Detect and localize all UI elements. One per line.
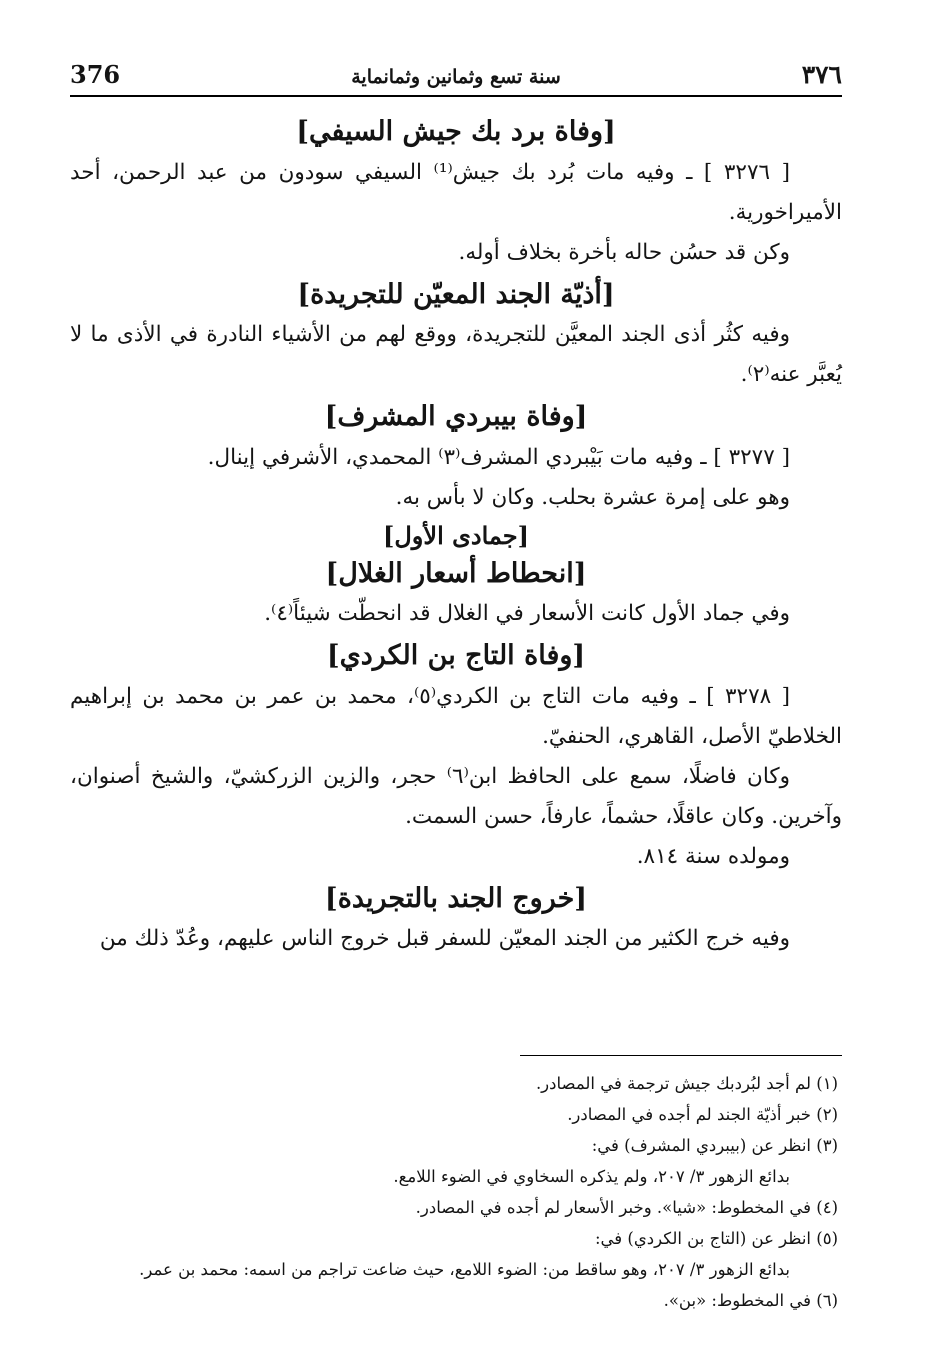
footnote: (٢) خبر أذيّة الجند لم أجده في المصادر. <box>567 1105 838 1124</box>
paragraph: وفي جماد الأول كانت الأسعار في الغلال قد انحطّت شيئاً⁽٤⁾. <box>264 601 790 626</box>
section-heading: [خروج الجند بالتجريدة] <box>324 882 588 914</box>
page-number-latin: 376 <box>70 60 121 89</box>
paragraph: وكن قد حسُن حاله بأخرة بخلاف أوله. <box>458 239 790 265</box>
footnote: (٥) انظر عن (التاج بن الكردي) في: <box>594 1229 838 1248</box>
header-divider <box>70 95 842 97</box>
page-number-arabic: ٣٧٦ <box>801 60 842 89</box>
section-heading: [أذيّة الجند المعيّن للتجريدة] <box>297 278 615 310</box>
month-heading: [جمادى الأول] <box>383 520 529 550</box>
footnote-divider <box>520 1055 842 1056</box>
footnote: (٤) في المخطوط: «شيا». وخبر الأسعار لم أجده في المصادر. <box>415 1198 838 1217</box>
paragraph: وهو على إمرة عشرة بحلب. وكان لا بأس به. <box>395 484 790 510</box>
paragraph: وفيه كثُر أذى الجند المعيَّن للتجريدة، ووقع لهم من الأشياء النادرة في الأذى ما لا يُعبَّر عنه⁽٢⁾. <box>70 322 842 387</box>
paragraph: وفيه خرج الكثير من الجند المعيّن للسفر قبل خروج الناس عليهم، وعُدّ ذلك من <box>99 926 790 951</box>
entry-paragraph: [ ٣٢٧٧ ] ـ وفيه مات بَيْبردي المشرف⁽٣⁾ المحمدي، الأشرفي إينال. <box>207 444 790 470</box>
footnote: (٦) في المخطوط: «بن». <box>663 1291 838 1310</box>
footnote: (١) لم أجد لبُردبك جيش ترجمة في المصادر. <box>535 1074 838 1093</box>
footnotes <box>70 1068 842 1316</box>
footnote-continuation: بدائع الزهور ٣/ ٢٠٧، وهو ساقط من: الضوء اللامع، حيث ضاعت تراجم من اسمه: محمد بن عمر. <box>139 1260 790 1279</box>
section-heading: [وفاة بيبردي المشرف] <box>324 401 588 432</box>
entry-paragraph: [ ٣٢٧٦ ] ـ وفيه مات بُرد بك جيش⁽¹⁾ السيفي سودون من عبد الرحمن، أحد الأميراخورية. <box>70 159 842 225</box>
main-text <box>70 112 842 959</box>
footnote-continuation: بدائع الزهور ٣/ ٢٠٧، ولم يذكره السخاوي في الضوء اللامع. <box>393 1167 790 1186</box>
entry-paragraph: [ ٣٢٧٨ ] ـ وفيه مات التاج بن الكردي⁽٥⁾، محمد بن عمر بن محمد بن إبراهيم الخلاطيّ الأصل، القاهري، الحنفيّ. <box>70 683 842 749</box>
paragraph: ومولده سنة ٨١٤. <box>636 843 790 869</box>
paragraph: وكان فاضلًا، سمع على الحافظ ابن⁽٦⁾ حجر، والزين الزركشيّ، والشيخ أصنوان، وآخرين. وكان عاقلًا، حشماً، عارفاً، حسن السمت. <box>70 763 842 829</box>
section-heading: [وفاة برد بك جيش السيفي] <box>296 116 616 147</box>
running-title: سنة تسع وثمانين وثمانماية <box>351 66 561 88</box>
footnote: (٣) انظر عن (بيبردي المشرف) في: <box>591 1136 838 1155</box>
section-heading: [وفاة التاج بن الكردي] <box>326 640 586 671</box>
section-heading: [انحطاط أسعار الغلال] <box>325 557 587 589</box>
page-header <box>70 58 842 94</box>
